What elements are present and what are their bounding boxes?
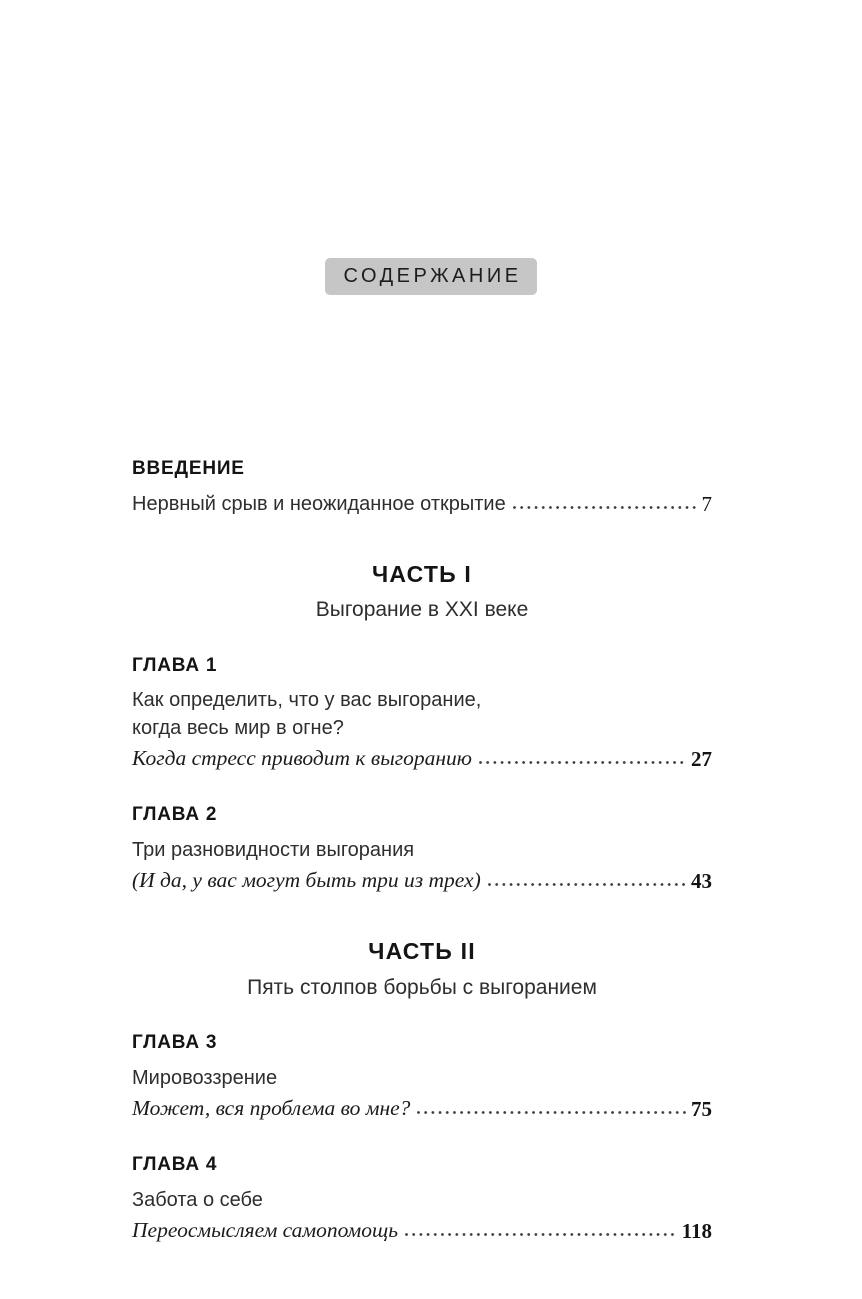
chapter-3-title-line-1: Мировоззрение — [132, 1066, 278, 1089]
chapter-3-page-number: 75 — [691, 1096, 712, 1121]
dot-leader — [488, 882, 686, 887]
chapter-4-subtitle: Переосмысляем самопомощь — [132, 1217, 399, 1242]
toc-part-1 — [132, 561, 712, 624]
introduction-entry-title: Нервный срыв и неожиданное открытие — [132, 492, 506, 515]
toc-chapter-3 — [132, 1032, 712, 1123]
part-1-title: Выгорание в XXI веке — [315, 598, 529, 622]
introduction-page-number: 7 — [701, 491, 712, 516]
chapter-2-page-number: 43 — [691, 869, 712, 894]
chapter-4-heading: ГЛАВА 4 — [132, 1153, 218, 1175]
toc-entry-chapter-1 — [132, 743, 712, 773]
chapter-1-heading: ГЛАВА 1 — [132, 654, 218, 676]
chapter-2-title-line-1: Три разновидности выгорания — [132, 839, 415, 862]
dot-leader — [513, 505, 697, 510]
chapter-4-page-number: 118 — [681, 1218, 712, 1243]
table-of-contents — [132, 458, 712, 1245]
toc-entry-chapter-2 — [132, 865, 712, 895]
toc-part-2 — [132, 938, 712, 1001]
toc-section-introduction — [132, 458, 712, 518]
toc-chapter-2 — [132, 804, 712, 895]
part-2-label: ЧАСТЬ II — [368, 938, 476, 965]
chapter-1-title-line-1: Как определить, что у вас выгорание, — [132, 689, 482, 712]
chapter-3-heading: ГЛАВА 3 — [132, 1032, 218, 1054]
toc-chapter-1 — [132, 655, 712, 774]
chapter-2-heading: ГЛАВА 2 — [132, 804, 218, 826]
dot-leader — [479, 760, 686, 765]
contents-header-row — [0, 0, 862, 295]
toc-entry-introduction — [132, 490, 712, 518]
toc-chapter-4 — [132, 1154, 712, 1245]
chapter-1-title-line-2: когда весь мир в огне? — [132, 717, 344, 740]
chapter-1-subtitle: Когда стресс приводит к выгоранию — [132, 746, 472, 771]
part-1-label: ЧАСТЬ I — [372, 560, 472, 587]
chapter-1-page-number: 27 — [691, 747, 712, 772]
toc-entry-chapter-4 — [132, 1215, 712, 1245]
chapter-4-title-line-1: Забота о себе — [132, 1188, 263, 1211]
chapter-2-subtitle: (И да, у вас могут быть три из трех) — [132, 868, 481, 893]
toc-entry-chapter-3 — [132, 1093, 712, 1123]
introduction-heading: ВВЕДЕНИЕ — [132, 458, 245, 479]
chapter-3-subtitle: Может, вся проблема во мне? — [132, 1095, 411, 1120]
contents-title-badge: СОДЕРЖАНИЕ — [325, 258, 536, 295]
dot-leader — [405, 1232, 677, 1237]
dot-leader — [417, 1110, 686, 1115]
part-2-title: Пять столпов борьбы с выгоранием — [247, 975, 597, 999]
